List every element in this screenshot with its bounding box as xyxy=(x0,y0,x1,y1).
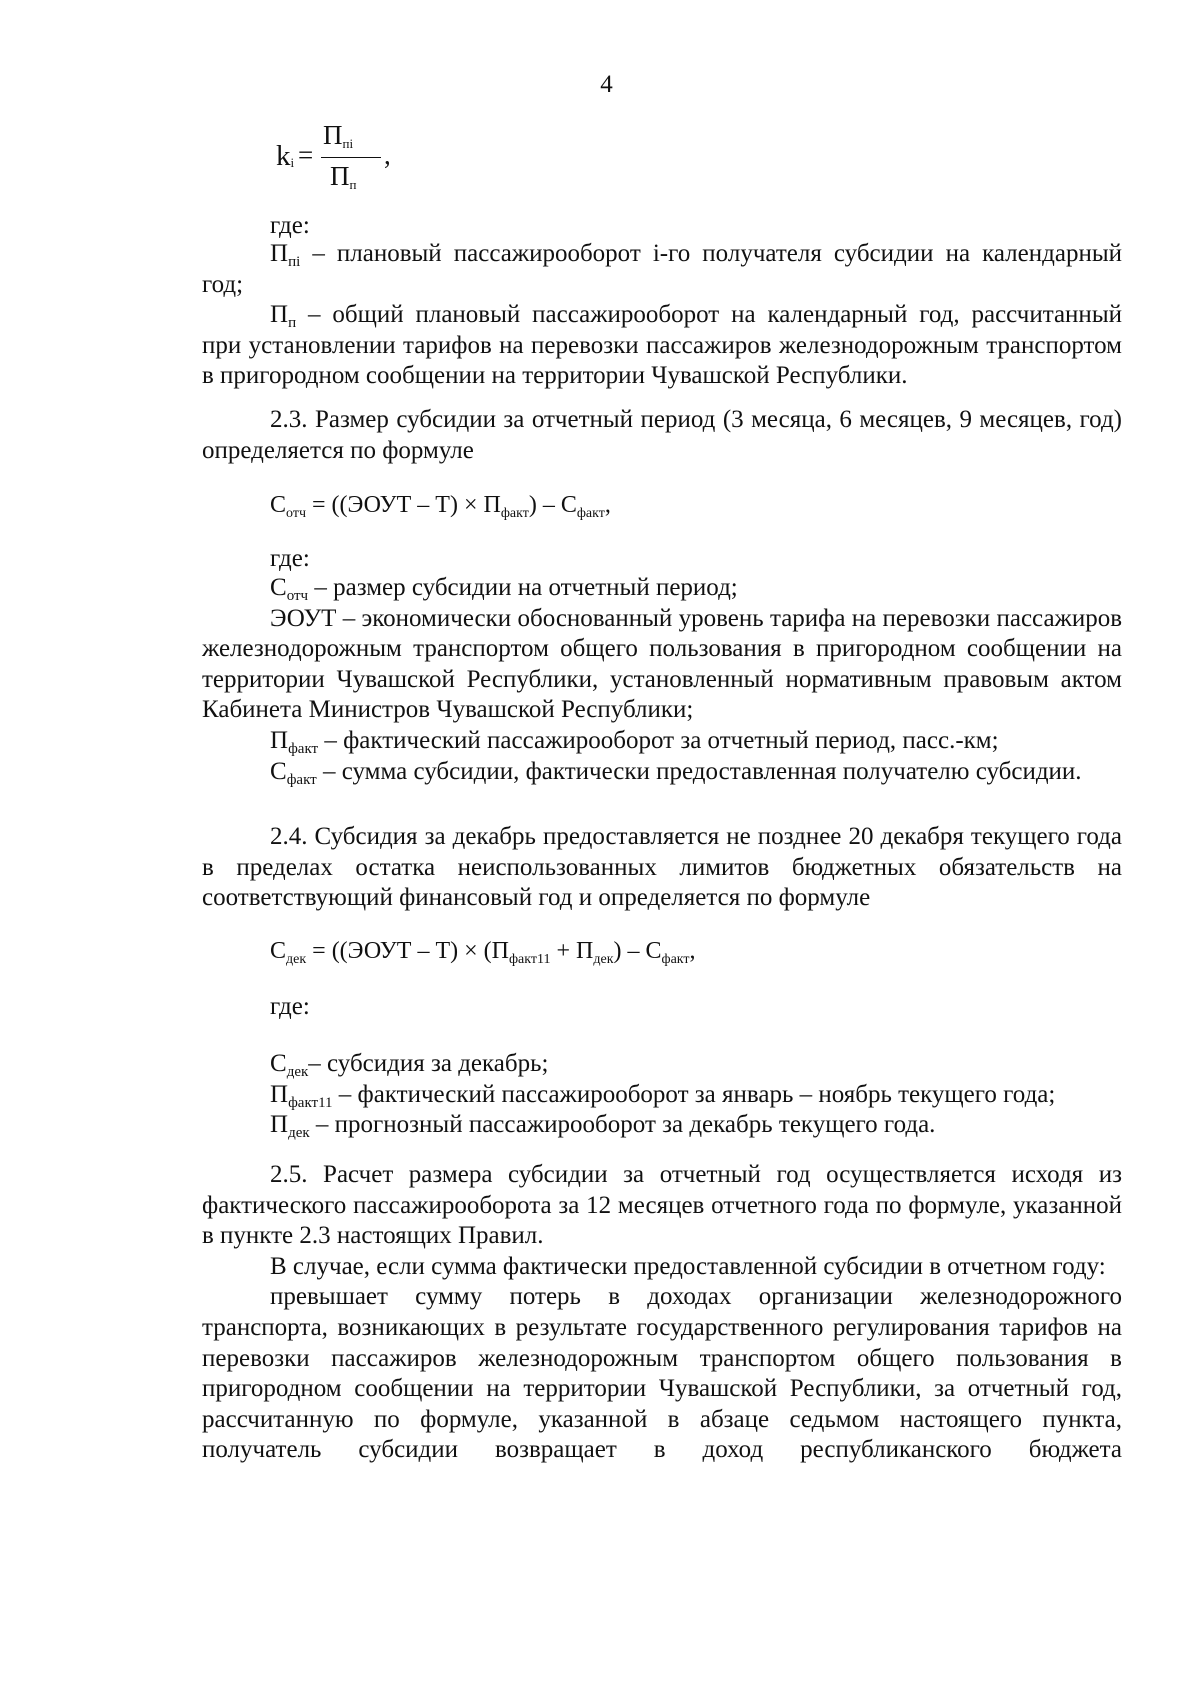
definitions-block-1 xyxy=(202,239,1122,392)
formula-k-numerator: $П_{пi}$ xyxy=(323,120,354,151)
where-label-1: где: xyxy=(270,212,310,239)
formula-k-comma: , xyxy=(384,140,391,170)
paragraph-case: В случае, если сумма фактически предоставленной субсидии в отчетном году: xyxy=(270,1252,1106,1280)
definition-p-fakt: $П_{факт}$ – фактический пассажирооборот за отчетный период, пасс.-км; xyxy=(270,726,999,757)
where-label-2: где: xyxy=(270,545,310,572)
formula-k-symbol: $k_i$ xyxy=(276,140,295,172)
page-number: 4 xyxy=(600,71,613,98)
fraction-bar xyxy=(321,157,381,158)
definition-p-n: $П_п$ – общий плановый пассажирооборот на календарный год, рассчитанный при установлении тарифов на перевозки пассажиров железнодорожным транспортом в пригородном сообщении на территории Чувашской Республики. xyxy=(202,301,1122,390)
formula-k-equals: = xyxy=(298,140,314,170)
paragraph-2-3: 2.3. Размер субсидии за отчетный период (3 месяца, 6 месяцев, 9 месяцев, год) определяется по формуле xyxy=(202,406,1122,464)
paragraph-2-5: 2.5. Расчет размера субсидии за отчетный год осуществляется исходя из фактического пассажирооборота за 12 месяцев отчетного года по формуле, указанной в пункте 2.3 настоящих Правил. В случае, если сумма фактически предоставленной субсидии в отчетном году: превышает сумму потерь в доходах организации железнодорожного транспорта, возникающих в результате государственного регулирования тарифов на перевозки пассажиров железнодорожным транспортом общего пользования в пригородном сообщении на территории Чувашской Республики, за отчетный год, рассчитанную по формуле, указанной в абзаце седьмом настоящего пункта, получатель субсидии возвращает в доход республиканского бюджета xyxy=(202,1160,1122,1466)
definition-p-ni: $П_{пi}$ – плановый пассажирооборот i-го получателя субсидии на календарный год; xyxy=(202,240,1122,298)
definitions-block-2 xyxy=(202,573,1122,787)
paragraph-exceeds: превышает сумму потерь в доходах организации железнодорожного транспорта, возникающих в результате государственного регулирования тарифов на перевозки пассажиров железнодорожным транспортом общего пользования в пригородном сообщении на территории Чувашской Республики, за отчетный год, рассчитанную по формуле, указанной в абзаце седьмом настоящего пункта, получатель субсидии возвращает в доход республиканского бюджета xyxy=(202,1283,1122,1464)
definition-p-fakt11: $П_{факт11}$ – фактический пассажирооборот за январь – ноябрь текущего года; xyxy=(270,1080,1056,1111)
formula-k-coefficient xyxy=(276,116,406,198)
paragraph-2-4: 2.4. Субсидия за декабрь предоставляется не позднее 20 декабря текущего года в пределах остатка неиспользованных лимитов бюджетных обязательств на соответствующий финансовый год и определяется по формуле xyxy=(202,823,1122,912)
definition-c-fakt: $С_{факт}$ – сумма субсидии, фактически предоставленная получателю субсидии. xyxy=(270,757,1082,788)
formula-c-otch: $С_{отч}$ = ((ЭОУТ – $Т) \times П_{факт}) - С_{факт}$, xyxy=(270,492,611,521)
definition-p-dek: $П_{дек}$ – прогнозный пассажирооборот за декабрь текущего года. xyxy=(270,1111,936,1142)
formula-k-denominator: $П_п$ xyxy=(330,161,357,192)
where-label-3: где: xyxy=(270,993,310,1020)
definitions-block-3 xyxy=(202,1049,1122,1141)
definition-c-dek: $С_{дек}-$ субсидия за декабрь; xyxy=(270,1050,549,1080)
definition-eout: ЭОУТ – экономически обоснованный уровень тарифа на перевозки пассажиров железнодорожным транспортом общего пользования в пригородном сообщении на территории Чувашской Республики, установленный нормативным правовым актом Кабинета Министров Чувашской Республики; xyxy=(202,604,1122,724)
definition-c-otch: $С_{отч}$ – размер субсидии на отчетный период; xyxy=(270,574,738,604)
formula-c-dek: $С_{дек}$ = ((ЭОУТ – $Т) \times (П_{факт11} + П_{дек}) - С_{факт}$, xyxy=(270,938,696,967)
